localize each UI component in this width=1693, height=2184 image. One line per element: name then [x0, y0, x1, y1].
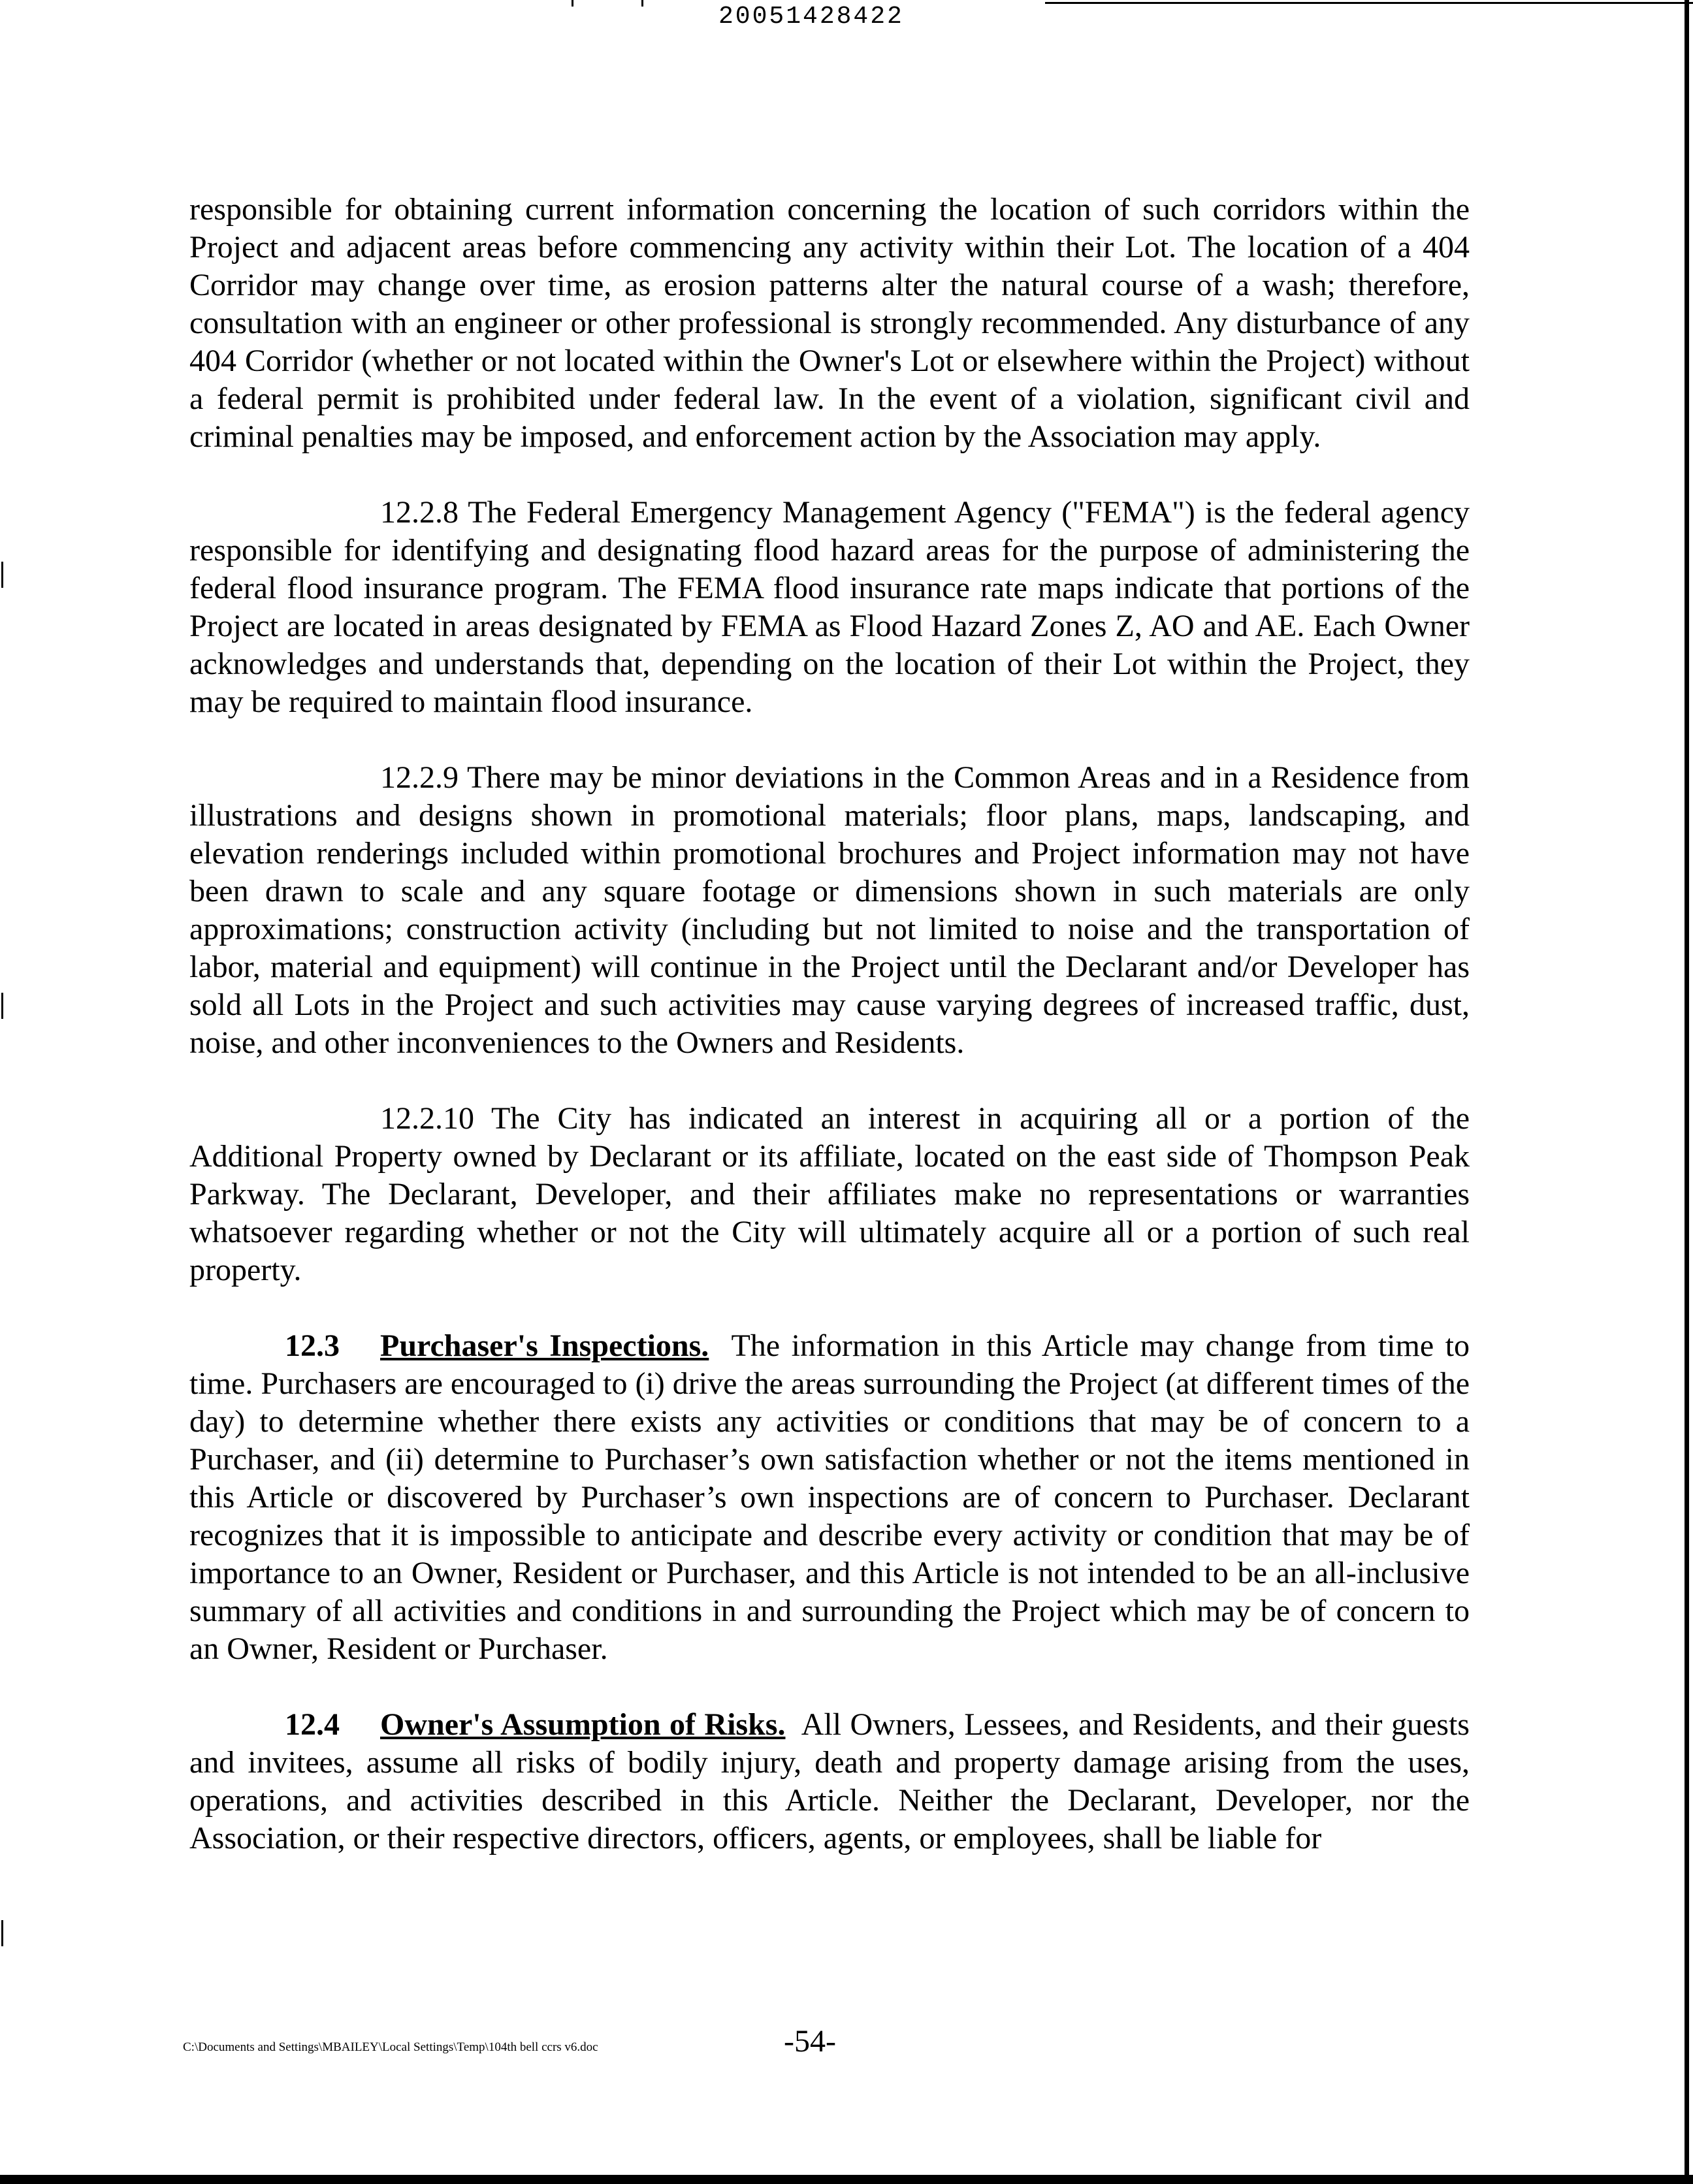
section-number: 12.3 — [285, 1328, 340, 1363]
section-text: The information in this Article may change from time to time. Purchasers are encouraged to (i) drive the areas surrounding the Project (at different times of the day) to determine whether there exists any activities or conditions that may be of concern to a Purchaser, and (ii) determine to Purchaser’s own satisfaction whether or not the items mentioned in this Article or discovered by Purchaser’s own inspections are of concern to Purchaser. Declarant recognizes that it is impossible to anticipate and describe every activity or condition that may be of importance to an Owner, Resident or Purchaser, and this Article is not intended to be an all-inclusive summary of all activities and conditions in and surrounding the Project which may be of concern to an Owner, Resident or Purchaser. — [189, 1328, 1470, 1666]
section-number: 12.4 — [285, 1707, 340, 1742]
paragraph-text: responsible for obtaining current information concerning the location of such corridors within the Project and adjacent areas before commencing any activity within their Lot. The location of a 404 Corridor may change over time, as erosion patterns alter the natural course of a wash; therefore, consultation with an engineer or other professional is strongly recommended. Any disturbance of any 404 Corridor (whether or not located within the Owner's Lot or elsewhere within the Project) without a federal permit is prohibited under federal law. In the event of a violation, significant civil and criminal penalties may be imposed, and enforcement action by the Association may apply. — [189, 192, 1470, 454]
section-text: All Owners, Lessees, and Residents, and their guests and invitees, assume all risks of bodily injury, death and property damage arising from the uses, operations, and activities described in this Article. Neither the Declarant, Developer, nor the Association, or their respective directors, officers, agents, or employees, shall be liable for — [189, 1707, 1470, 1855]
paragraph-404-corridor — [189, 191, 1470, 456]
document-number: 20051428422 — [718, 3, 904, 31]
paragraph-12-2-10 — [189, 1100, 1470, 1289]
section-title: Owner's Assumption of Risks. — [380, 1707, 786, 1742]
scan-left-mark — [1, 562, 3, 588]
scan-left-mark — [1, 1920, 3, 1946]
page-number: -54- — [784, 2024, 836, 2059]
section-title: Purchaser's Inspections. — [380, 1328, 709, 1363]
paragraph-12-2-9 — [189, 759, 1470, 1062]
document-body — [189, 191, 1470, 1895]
scan-left-mark — [1, 993, 3, 1019]
scan-tick — [641, 0, 643, 7]
paragraph-text: 12.2.8 The Federal Emergency Management Agency ("FEMA") is the federal agency responsible for identifying and designating flood hazard areas for the purpose of administering the federal flood insurance program. The FEMA flood insurance rate maps indicate that portions of the Project are located in areas designated by FEMA as Flood Hazard Zones Z, AO and AE. Each Owner acknowledges and understands that, depending on the location of their Lot within the Project, they may be required to maintain flood insurance. — [189, 495, 1470, 719]
scan-right-border — [1685, 0, 1689, 2184]
footer-file-path: C:\Documents and Settings\MBAILEY\Local Settings\Temp\104th bell ccrs v6.doc — [183, 2040, 598, 2054]
section-12-4 — [189, 1706, 1470, 1857]
scan-top-line — [1045, 2, 1693, 4]
scan-bottom-border — [0, 2175, 1693, 2184]
paragraph-12-2-8 — [189, 494, 1470, 721]
paragraph-text: 12.2.10 The City has indicated an interest in acquiring all or a portion of the Additional Property owned by Declarant or its affiliate, located on the east side of Thompson Peak Parkway. The Declarant, Developer, and their affiliates make no representations or warranties whatsoever regarding whether or not the City will ultimately acquire all or a portion of such real property. — [189, 1101, 1470, 1287]
scan-tick — [572, 0, 573, 7]
section-12-3 — [189, 1327, 1470, 1668]
paragraph-text: 12.2.9 There may be minor deviations in the Common Areas and in a Residence from illustrations and designs shown in promotional materials; floor plans, maps, landscaping, and elevation renderings included within promotional brochures and Project information may not have been drawn to scale and any square footage or dimensions shown in such materials are only approximations; construction activity (including but not limited to noise and the transportation of labor, material and equipment) will continue in the Project until the Declarant and/or Developer has sold all Lots in the Project and such activities may cause varying degrees of increased traffic, dust, noise, and other inconveniences to the Owners and Residents. — [189, 760, 1470, 1060]
